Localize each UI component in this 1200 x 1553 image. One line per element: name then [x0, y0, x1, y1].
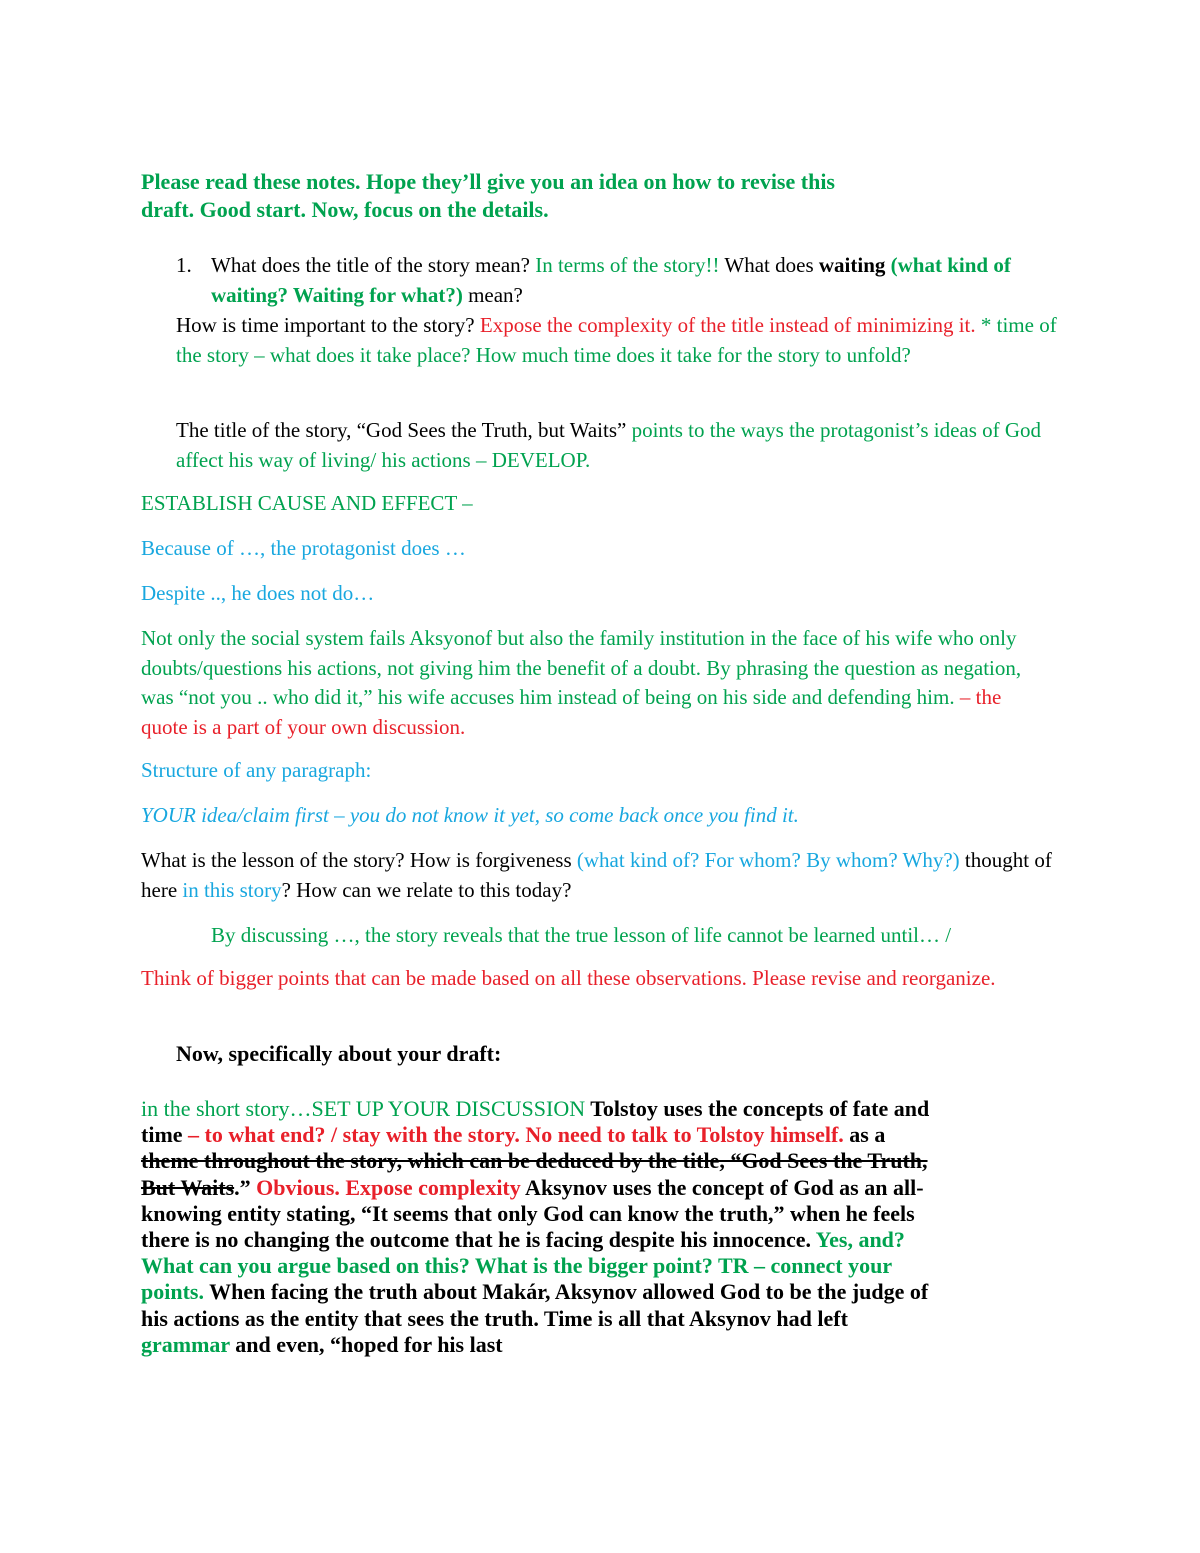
- draft-note-end: – to what end? / stay with the story. No need to talk to Tolstoy himself.: [182, 1122, 844, 1148]
- draft-heading-part-2: fically about your draft:: [275, 1041, 502, 1066]
- list-number: 1.: [176, 253, 192, 277]
- time-question-note-2: * time of the story – what does it take place? How much time does it take for the story to unfold?: [176, 313, 1057, 367]
- despite-template: Despite .., he does not do…: [141, 581, 375, 605]
- revise-note: Think of bigger points that can be made based on all these observations. Please revise and reorganize.: [141, 966, 996, 990]
- draft-note-obvious: Obvious. Expose complexity: [256, 1174, 521, 1200]
- title-paragraph-text: The title of the story, “God Sees the Truth, but Waits”: [176, 418, 632, 442]
- discussing-template: By discussing …, the story reveals that the true lesson of life cannot be learned until… /: [211, 923, 952, 947]
- time-question-text: How is time important to the story?: [176, 313, 480, 337]
- draft-excerpt: [141, 1096, 931, 1358]
- claim-first-note: YOUR idea/claim first – you do not know it yet, so come back once you find it.: [141, 803, 799, 827]
- structure-heading: Structure of any paragraph:: [141, 758, 372, 782]
- intro-line-2: draft. Good start. Now, focus on the details.: [141, 197, 549, 222]
- lesson-note: (what kind of? For whom? By whom? Why?): [576, 848, 960, 872]
- lesson-text-3: ? How can we relate to this today?: [281, 877, 572, 902]
- q1-note-2: (what kind of waiting? Waiting for what?): [211, 253, 1011, 307]
- time-question: [176, 311, 1076, 370]
- lesson-text-2: thought of here: [141, 848, 1052, 902]
- draft-strikethrough: theme throughout the story, which can be deduced by the title, “God Sees the Truth, But Waits: [141, 1148, 928, 1200]
- draft-text-2: as a: [843, 1122, 886, 1148]
- intro-note: [141, 168, 941, 224]
- q1-text-2: What does: [719, 253, 819, 277]
- draft-text-4: Aksynov uses the concept of God as an all-knowing entity stating, “It seems that only God can know the truth,” when he feels there is no changing the outcome that he is facing despite his innocence.: [141, 1174, 924, 1253]
- social-system-paragraph: [141, 624, 1041, 742]
- draft-text-3: .”: [234, 1174, 257, 1200]
- q1-text: What does the title of the story mean?: [211, 253, 536, 277]
- social-system-text: Not only the social system fails Aksyonof but also the family institution in the face of his wife who only doubts/questions his actions, not giving him the benefit of a doubt. By phrasing the question as negation, was “not you .. who did it,” his wife accuses him instead of being on his side and defending him.: [141, 626, 1022, 709]
- q1-note: In terms of the story!!: [535, 253, 720, 277]
- q1-keyword: waiting: [818, 253, 886, 277]
- draft-note-setup: in the short story…SET UP YOUR DISCUSSION: [141, 1096, 586, 1121]
- question-1: [211, 250, 1071, 310]
- title-paragraph: [176, 416, 1056, 475]
- lesson-question: [141, 846, 1081, 905]
- intro-line-1: Please read these notes. Hope they’ll give you an idea on how to revise this: [141, 169, 835, 194]
- time-question-note: Expose the complexity of the title instead of minimizing it.: [479, 313, 976, 337]
- social-system-note: – the quote is a part of your own discussion.: [141, 685, 1002, 739]
- draft-heading-part-1: Now, speci: [176, 1041, 275, 1066]
- cause-effect-heading: ESTABLISH CAUSE AND EFFECT –: [141, 491, 473, 515]
- draft-note-argue: Yes, and? What can you argue based on this? What is the bigger point? TR – connect your points.: [141, 1227, 905, 1305]
- draft-text-6: and even, “hoped for his last: [229, 1331, 503, 1357]
- lesson-text: What is the lesson of the story? How is forgiveness: [141, 848, 577, 872]
- because-template: Because of …, the protagonist does …: [141, 536, 466, 560]
- draft-text-5: When facing the truth about Makár, Aksynov allowed God to be the judge of his actions as the entity that sees the truth. Time is all that Aksynov had left: [141, 1279, 929, 1331]
- title-paragraph-note: points to the ways the protagonist’s ideas of God affect his way of living/ his actions – DEVELOP.: [176, 418, 1042, 472]
- draft-heading: [176, 1039, 501, 1069]
- q1-text-3: mean?: [462, 283, 523, 307]
- draft-note-grammar: grammar: [141, 1331, 230, 1357]
- draft-text-1: Tolstoy uses the concepts of fate and time: [141, 1096, 930, 1148]
- lesson-note-2: in this story: [182, 877, 282, 902]
